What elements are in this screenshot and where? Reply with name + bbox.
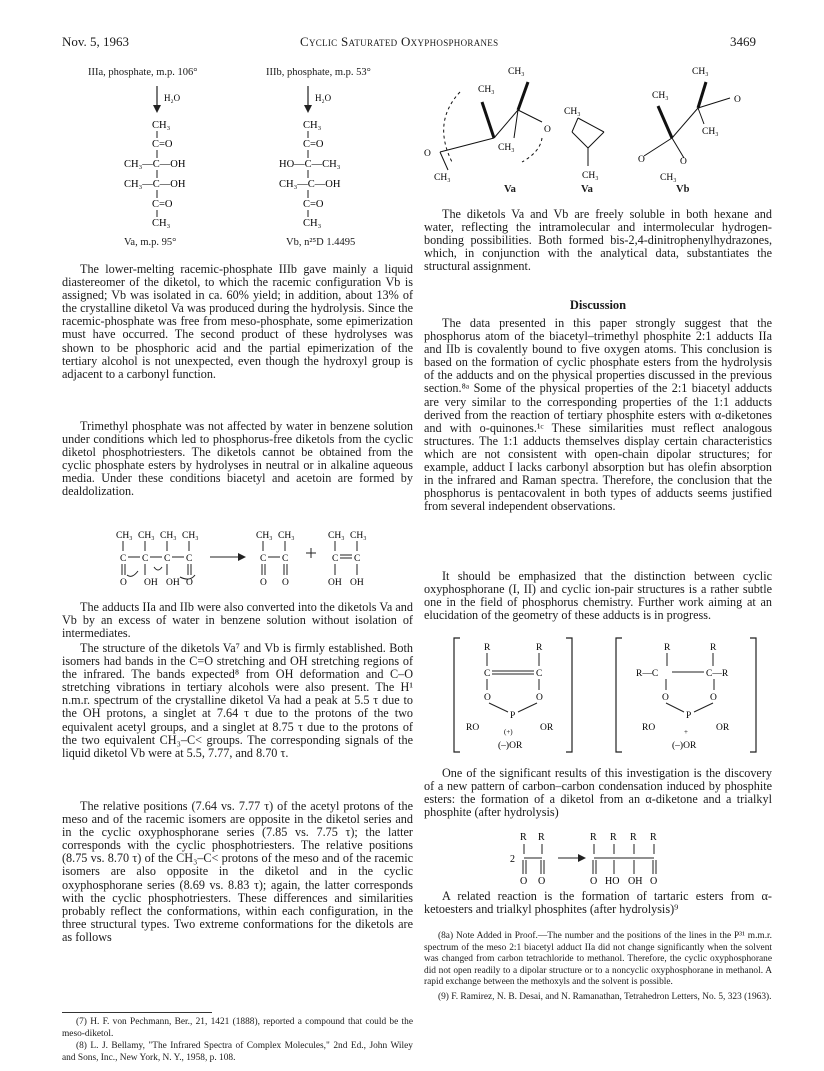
- conf-ch3-label: CH₃: [660, 173, 677, 183]
- condensation-scheme: [508, 828, 708, 890]
- conf-ch3-label: CH₃: [508, 67, 525, 77]
- scheme2-c: C: [164, 554, 171, 564]
- scheme2-c: C: [354, 554, 361, 564]
- conf-ch3-label: CH₃: [652, 91, 669, 101]
- scheme1-left-bottom-label: Va, m.p. 95°: [124, 237, 177, 248]
- ion-pair-ro: RO: [642, 723, 656, 733]
- header-date: Nov. 5, 1963: [62, 34, 130, 49]
- footnote-9: (9) F. Ramirez, N. B. Desai, and N. Ramanathan, Tetrahedron Letters, No. 5, 323 (1963).: [438, 992, 772, 1002]
- scheme2-ch3: CH₃: [182, 531, 199, 541]
- conf-ch3-label: CH₃: [702, 127, 719, 137]
- scheme1-hydrolysis-structures: [60, 78, 390, 228]
- scheme1-right-row: CH₃: [303, 218, 322, 228]
- condensation-r: R: [650, 832, 657, 843]
- footnote-rule-left: [62, 1012, 212, 1013]
- ion-pair-or: OR: [540, 723, 554, 733]
- scheme2-c: C: [332, 554, 339, 564]
- ion-pair-o: O: [710, 693, 717, 703]
- ion-pair-ro: RO: [466, 723, 480, 733]
- right-paragraph-4: One of the significant results of this investigation is the discovery of a new pattern of carbon–carbon condensation induced by phosphite esters: the formation of a diketol from an α-diketone and a trialkyl phosphite (after hydrolysis): [424, 766, 772, 820]
- condensation-r: R: [630, 832, 637, 843]
- scheme2-o: O: [120, 578, 127, 588]
- scheme2-ch3: CH₃: [138, 531, 155, 541]
- ion-pair-minus-or: (–)OR: [498, 741, 523, 751]
- scheme1-left-row: CH₃—C—OH: [124, 159, 186, 170]
- ion-pair-o: O: [536, 693, 543, 703]
- header-title: Cyclic Saturated Oxyphosphoranes: [300, 34, 499, 49]
- footnote-8: (8) L. J. Bellamy, "The Infrared Spectra of Complex Molecules," 2nd Ed., John Wiley and Sons, Inc., New York, N. Y., 1958, p. 108.: [62, 1041, 413, 1063]
- ion-pair-r: R: [710, 643, 717, 653]
- condensation-r: R: [538, 832, 545, 843]
- scheme2-c: C: [186, 554, 193, 564]
- scheme1-left-row: CH₃: [152, 218, 171, 228]
- ion-pair-c: C: [536, 669, 543, 679]
- condensation-r: R: [610, 832, 617, 843]
- left-paragraph-4: The structure of the diketols Va⁷ and Vb is firmly established. Both isomers had bands in the C=O stretching and OH stretching regions of the infrared. The bands expected⁸ from OH deformation and C–O stretching vibrations in tertiary alcohols were also present. The H¹ n.m.r. spectrum of the crystalline diketol Va had a peak at 5.5 τ due to the OH protons, a singlet at 7.64 τ due to the protons of the two equivalent acetyl groups, and a singlet at 8.75 τ due to the protons of the two equivalent CH₃–C< groups. The corresponding signals of the liquid diketol Vb were at 5.5, 7.77, and 8.70 τ.: [62, 641, 413, 760]
- diketol-conformations: [422, 62, 767, 202]
- ion-pair-p: P: [686, 711, 692, 721]
- scheme1-left-reagent: H₂O: [164, 93, 181, 103]
- ion-pair-o: O: [484, 693, 491, 703]
- conf-o-label: O: [680, 157, 687, 167]
- scheme1-right-reagent: H₂O: [315, 93, 332, 103]
- condensation-coefficient: 2: [510, 854, 515, 865]
- ion-pair-or: OR: [716, 723, 730, 733]
- scheme2-oh: OH: [166, 578, 180, 588]
- scheme2-o: O: [186, 578, 193, 588]
- footnote-8a: (8a) Note Added in Proof.—The number and the positions of the lines in the P³¹ m.m.r. spectrum of the meso 2:1 biacetyl adduct IIa did not change significantly when the solvent was changed from carbon tetrachloride to methanol. Therefore, the cyclic oxyphosphorane did not open readily to a dipolar structure or to a noncyclic oxyphosphorane in methanol. A rapid exchange between the methoxyls and the solvent is possible.: [424, 931, 772, 987]
- condensation-r: R: [590, 832, 597, 843]
- scheme2-ch3: CH₃: [116, 531, 133, 541]
- scheme1-right-row: CH₃: [303, 120, 322, 131]
- scheme1-right-row: CH₃—C—OH: [279, 179, 341, 190]
- scheme1-left-row: CH₃—C—OH: [124, 179, 186, 190]
- scheme2-ch3: CH₃: [328, 531, 345, 541]
- ion-pair-plus: +: [684, 728, 688, 736]
- conf-ch3-label: CH₃: [692, 67, 709, 77]
- conformation-label-va: Va: [581, 184, 593, 195]
- scheme1-right-top-label: IIIb, phosphate, m.p. 53°: [266, 67, 371, 78]
- scheme1-left-row: C=O: [152, 199, 173, 210]
- header-page-number: 3469: [730, 34, 756, 49]
- scheme2-c: C: [142, 554, 149, 564]
- scheme2-c: C: [282, 554, 289, 564]
- ion-pair-r: R: [484, 643, 491, 653]
- ion-pair-c: C: [484, 669, 491, 679]
- scheme1-right-bottom-label: Vb, n²⁵D 1.4495: [286, 237, 356, 248]
- conf-ch3-label: CH₃: [478, 85, 495, 95]
- scheme1-right-row: C=O: [303, 139, 324, 150]
- condensation-o: O: [538, 876, 546, 887]
- condensation-r: R: [520, 832, 527, 843]
- scheme2-ch3: CH₃: [278, 531, 295, 541]
- conf-o-label: O: [734, 95, 741, 105]
- ion-pair-minus-or: (–)OR: [672, 741, 697, 751]
- scheme2-oh: OH: [350, 578, 364, 588]
- section-heading-discussion: Discussion: [569, 298, 627, 312]
- scheme2-dealdolization: [110, 527, 410, 607]
- condensation-oh: OH: [628, 876, 643, 887]
- scheme2-ch3: CH₃: [256, 531, 273, 541]
- conformation-label-va: Va: [504, 184, 516, 195]
- left-paragraph-5: The relative positions (7.64 vs. 7.77 τ) of the acetyl protons of the meso and of the racemic isomers are opposite in the diketol series and in the cyclic oxyphosphorane series (7.85 vs. 7.75 τ); the latter corresponds with the cyclic phosphotriesters. The relative positions (8.75 vs. 8.70 τ) of the CH₃–C< protons of the meso and of the racemic isomers are also opposite in the diketol and in the cyclic oxyphosphorane series (8.69 vs. 8.83 τ); again, the latter corresponds with the cyclic phosphotriesters. These differences and similarities probably reflect the conformations, within each configuration, in the three structural types. Two extreme conformations for the diketols are as follows: [62, 799, 413, 944]
- scheme2-ch3: CH₃: [160, 531, 177, 541]
- scheme1-left-top-label: IIIa, phosphate, m.p. 106°: [88, 67, 198, 78]
- condensation-o: O: [520, 876, 528, 887]
- ion-pair-r: R: [536, 643, 543, 653]
- scheme2-c: C: [120, 554, 127, 564]
- condensation-o: O: [650, 876, 658, 887]
- conf-o-label: O: [424, 149, 431, 159]
- scheme2-o: O: [260, 578, 267, 588]
- conf-ch3-label: CH₃: [582, 171, 599, 181]
- right-paragraph-1: The diketols Va and Vb are freely soluble in both hexane and water, reflecting the intramolecular and intermolecular hydrogen-bonding possibilities. Both formed bis-2,4-dinitrophenylhydrazones, which, in conjunction with the analytical data, substantiates the structural assignment.: [424, 207, 772, 274]
- conformation-label-vb: Vb: [676, 184, 690, 195]
- scheme2-c: C: [260, 554, 267, 564]
- scheme1-left-row: CH₃: [152, 120, 171, 131]
- scheme1-left-row: C=O: [152, 139, 173, 150]
- condensation-ho: HO: [605, 876, 620, 887]
- ion-pair-p: P: [510, 711, 516, 721]
- conf-ch3-label: CH₃: [498, 143, 515, 153]
- ion-pair-o: O: [662, 693, 669, 703]
- ion-pair-r: R: [664, 643, 671, 653]
- conf-ch3-label: CH₃: [434, 173, 451, 183]
- footnote-7: (7) H. F. von Pechmann, Ber., 21, 1421 (1888), reported a compound that could be the meso-diketol.: [62, 1017, 413, 1039]
- scheme1-right-arrowhead: [304, 105, 312, 113]
- scheme2-oh: OH: [144, 578, 158, 588]
- right-paragraph-5: A related reaction is the formation of tartaric esters from α-ketoesters and trialkyl phosphites (after hydrolysis)⁹: [424, 889, 772, 917]
- conf-o-label: O: [544, 125, 551, 135]
- scheme1-right-row: HO—C—CH₃: [279, 159, 341, 170]
- ion-pair-c-r: C—R: [706, 669, 729, 679]
- left-paragraph-3: The adducts IIa and IIb were also converted into the diketols Va and Vb by an excess of water in benzene solution without isolation of intermediates.: [62, 600, 413, 641]
- ion-pair-r-c: R—C: [636, 669, 659, 679]
- condensation-o: O: [590, 876, 598, 887]
- scheme2-oh: OH: [328, 578, 342, 588]
- left-paragraph-1: The lower-melting racemic-phosphate IIIb gave mainly a liquid diastereomer of the diketol, to which the racemic configuration Vb is assigned; Vb was isolated in ca. 60% yield; in addition, about 13% of the crystalline diketol Va was produced during the hydrolysis. Since the racemic-phosphate was free from meso-phosphate, some epimerization must have occurred. The second product of these hydrolyses was shown to be phosphoric acid and the partial epimerization of the tertiary alcohol is not unexpected, even though the hydroxyl group is adjacent to a carbonyl function.: [62, 262, 413, 381]
- ion-pair-structures: [440, 632, 770, 760]
- scheme1-right-row: C=O: [303, 199, 324, 210]
- right-paragraph-2: The data presented in this paper strongly suggest that the phosphorus atom of the biacetyl–trimethyl phosphite 2:1 adducts IIa and IIb is covalently bound to five oxygen atoms. This conclusion is based on the formation of cyclic phosphate esters from the hydrolysis of the adducts and on the physical properties discussed in the previous section.⁸ᵃ Some of the physical properties of the 2:1 biacetyl adducts are very similar to the corresponding properties of the 1:1 adducts derived from the reaction of tertiary phosphite esters with α-diketones and with o-quinones.¹ᶜ These similarities must reflect analogous structures. The 1:1 adducts themselves display certain characteristics which are not consistent with open-chain dipolar structures; for example, adduct I lacks carbonyl absorption but has olefin absorption in the infrared and Raman spectra. Therefore, the conclusion that the phosphorus is pentacovalent in both types of adducts seems justified from several independent observations.: [424, 316, 772, 514]
- conf-ch3-label: CH₃: [564, 107, 581, 117]
- scheme2-ch3: CH₃: [350, 531, 367, 541]
- scheme2-o: O: [282, 578, 289, 588]
- conf-o-label: O: [638, 155, 645, 165]
- left-paragraph-2: Trimethyl phosphate was not affected by water in benzene solution under conditions which led to phosphorus-free diketols from the cyclic diketol phosphotriesters. The diketols cannot be obtained from the cyclic phosphate esters by hydrolyses in neutral or in alkaline aqueous media. Under these conditions biacetyl and acetoin are formed by dealdolization.: [62, 419, 413, 499]
- right-paragraph-3: It should be emphasized that the distinction between cyclic oxyphosphorane (I, II) and cyclic ion-pair structures is a rather subtle one in the field of phosphorus chemistry. Further work aiming at an elucidation of the geometry of these adducts is in progress.: [424, 569, 772, 623]
- ion-pair-plus: (+): [504, 728, 513, 736]
- scheme1-left-arrowhead: [153, 105, 161, 113]
